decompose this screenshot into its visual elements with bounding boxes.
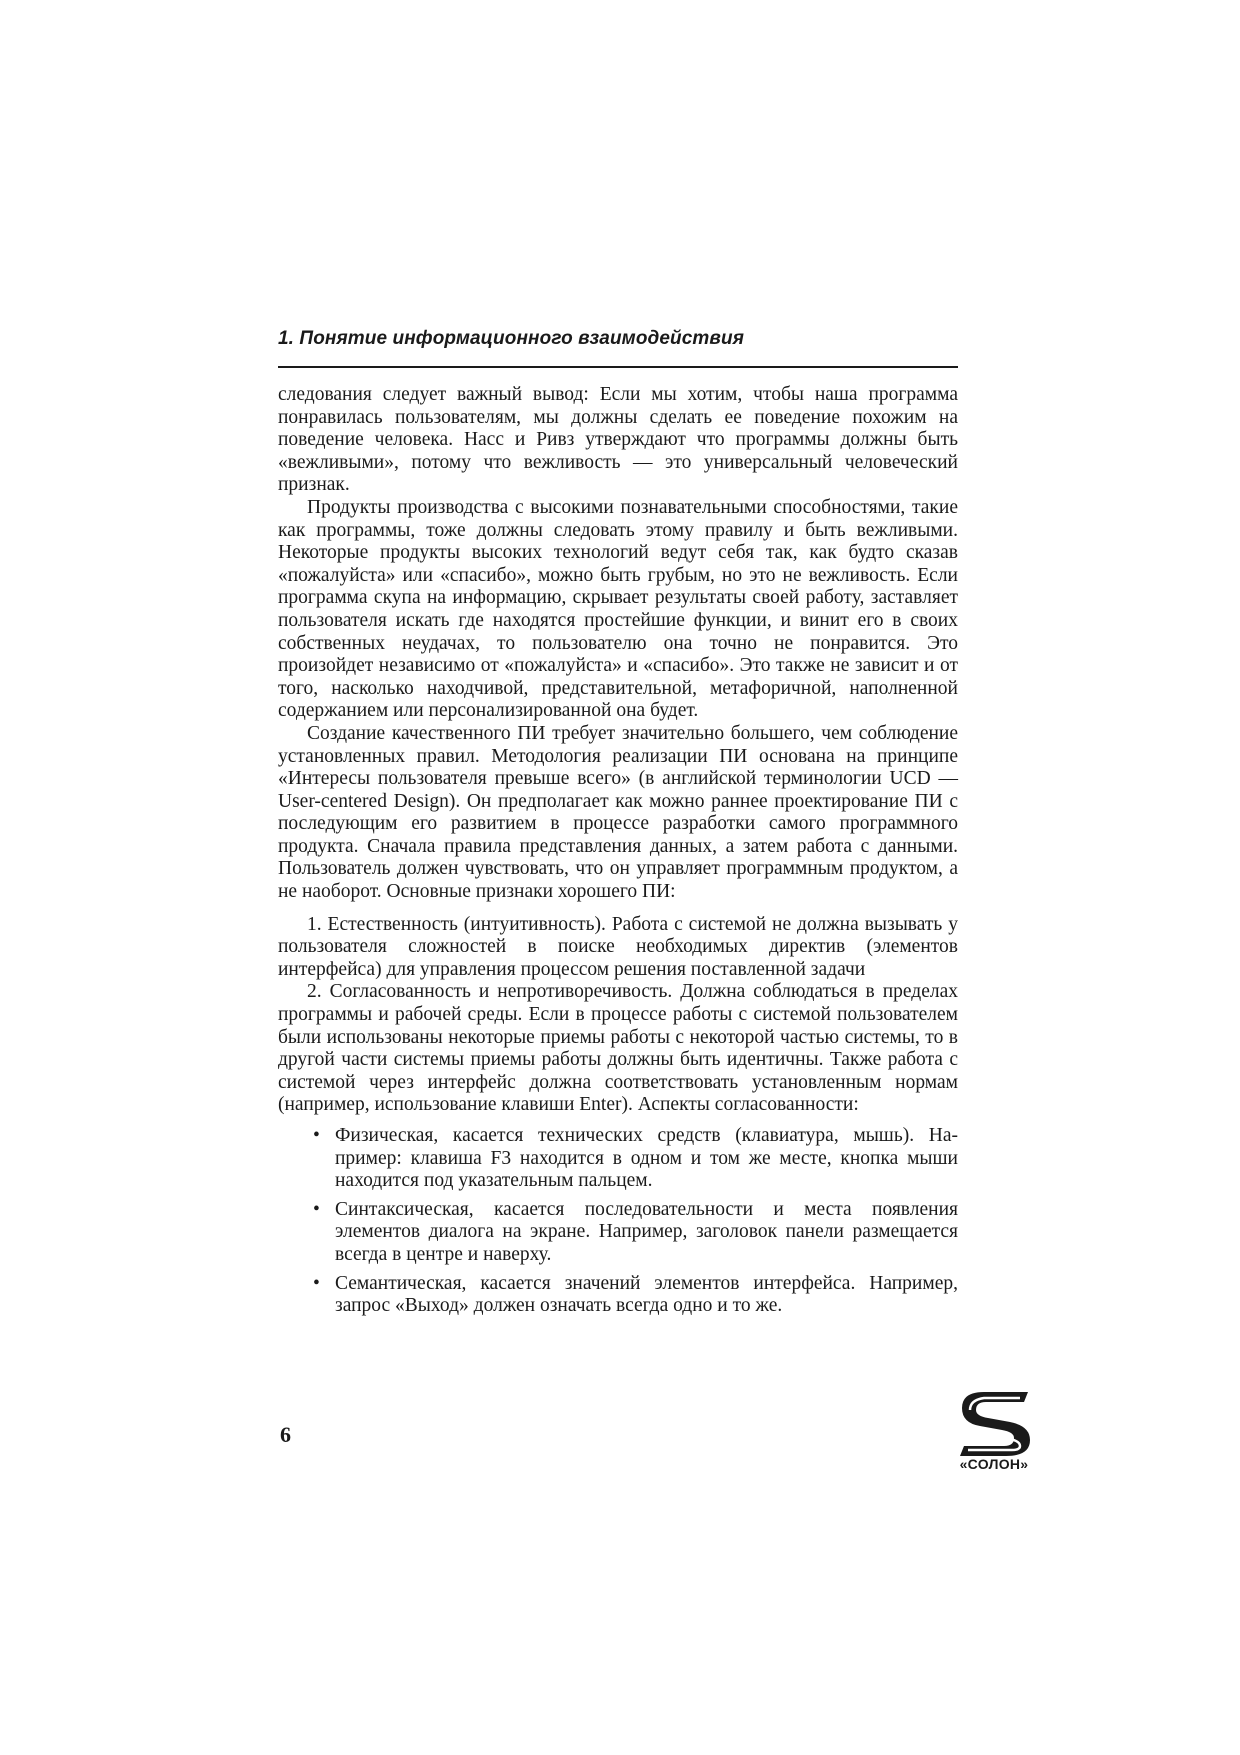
main-text (278, 384, 958, 1324)
list-item (278, 1273, 958, 1318)
bullet-icon: • (313, 1125, 320, 1146)
list-item-text: Физическая, касается технических средств (клавиатура, мышь). Например: клавиша F3 находится в одном и том же месте, кнопка мыши находится под указательным пальцем. (335, 1125, 958, 1192)
paragraph-continuation: следования следует важный вывод: Если мы хотим, чтобы наша программа понравилась пользователям, мы должны сделать ее поведение похожим на поведение человека. Насс и Ривз утверждают что программы должны быть «вежливыми», потому что вежливость — это универсальный человеческий признак. (278, 384, 958, 496)
publisher-name: «СОЛОН» (959, 1456, 1029, 1472)
page-number: 6 (280, 1422, 291, 1447)
paragraph: Продукты производства с высокими познавательными способностями, такие как программы, тоже должны следовать этому правилу и быть вежливыми. Некоторые продукты высоких технологий ведут себя так, как будто сказав «пожалуйста» или «спасибо», можно быть грубым, но это не вежливость. Если программа скупа на информацию, скрывает результаты своей работу, заставляет пользователя искать где находятся простейшие функции, и винит его в своих собственных неудачах, то пользователю она точно не понравится. Это произойдет независимо от «пожалуйста» и «спасибо». Это также не зависит и от того, насколько находчивой, представительной, метафоричной, наполненной содержанием или персонализированной она будет. (278, 496, 958, 722)
bullet-icon: • (313, 1198, 320, 1220)
paragraph: Создание качественного ПИ требует значительно большего, чем соблюдение установленных правил. Методология реализации ПИ основана на принципе «Интересы пользователя превыше всего» (в английской терминологии UCD — User-centered Design). Он предполагает как можно раннее проектирование ПИ с последующим его развитием в процессе разработки самого программного продукта. Сначала правила представления данных, а затем работа с данными. Пользователь должен чувствовать, что он управляет программным продуктом, а не наоборот. Основные признаки хорошего ПИ: (278, 722, 958, 903)
numbered-item: 1. Естественность (интуитивность). Работа с системой не должна вызывать у пользователя сложностей в поиске необходимых директив (элементов интерфейса) для управления процессом решения поставленной задачи (278, 913, 958, 980)
header-rule (278, 366, 958, 368)
list-item (278, 1199, 958, 1267)
bullet-icon: • (313, 1272, 320, 1294)
bullet-list (278, 1125, 958, 1318)
running-head: 1. Понятие информационного взаимодействия (278, 328, 744, 349)
list-item-text: Синтаксическая, касается последовательности и места появления элементов диалога на экране. Например, заголовок панели размещается всегда в центре и наверху. (335, 1198, 958, 1265)
numbered-item: 2. Согласованность и непротиворечивость. Должна соблюдаться в пределах программы и рабочей среды. Если в процессе работы с системой пользователем были использованы некоторые приемы работы с некоторой частью системы, то в другой части системы приемы работы должны быть идентичны. Также работа с системой через интерфейс должна соответствовать установленным нормам (например, использование клавиши Enter). Аспекты согласованности: (278, 981, 958, 1116)
list-item-text: Семантическая, касается значений элементов интерфейса. Например, запрос «Выход» должен означать всегда одно и то же. (335, 1272, 958, 1317)
list-item (278, 1125, 958, 1193)
